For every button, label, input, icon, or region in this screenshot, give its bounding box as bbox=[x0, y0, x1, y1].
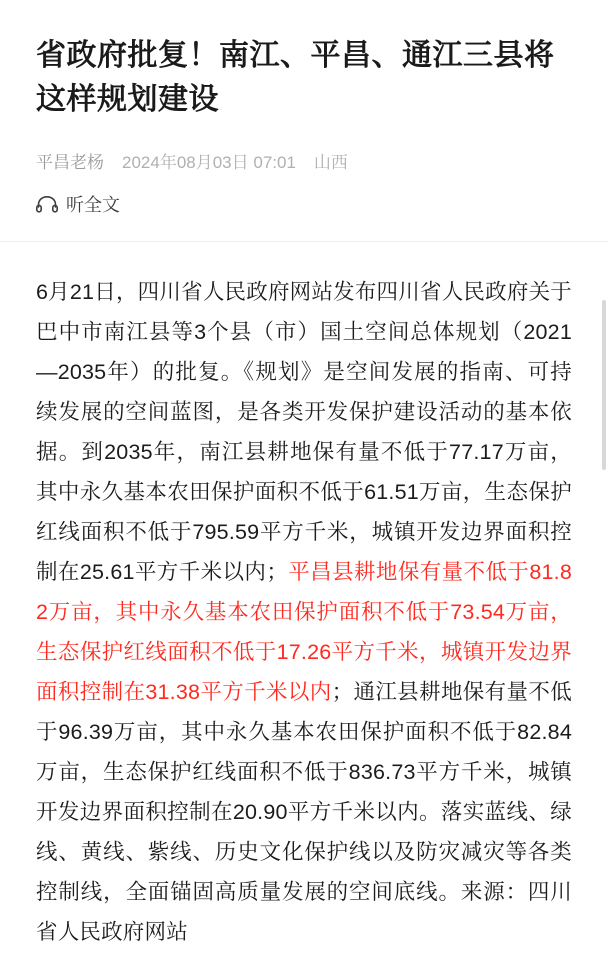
article-meta bbox=[36, 148, 572, 173]
article-body-part-2: ；通江县耕地保有量不低于96.39万亩，其中永久基本农田保护面积不低于82.84万亩，生态保护红线面积不低于836.73平方千米，城镇开发边界面积控制在20.90平方千米以内。落实蓝线、绿线、黄线、紫线、历史文化保护线以及防灾减灾等各类控制线，全面锚固高质量发展的空间底线。来源：四川省人民政府网站 bbox=[36, 680, 572, 944]
scrollbar-thumb[interactable] bbox=[602, 300, 606, 470]
headphone-icon bbox=[36, 195, 58, 213]
header-divider bbox=[0, 241, 608, 242]
publish-datetime: 2024年08月03日 07:01 bbox=[122, 153, 296, 172]
article-body-part-1: 6月21日，四川省人民政府网站发布四川省人民政府关于巴中市南江县等3个县（市）国土空间总体规划（2021—2035年）的批复。《规划》是空间发展的指南、可持续发展的空间蓝图，是各类开发保护建设活动的基本依据。到2035年，南江县耕地保有量不低于77.17万亩，其中永久基本农田保护面积不低于61.51万亩，生态保护红线面积不低于795.59平方千米，城镇开发边界面积控制在25.61平方千米以内； bbox=[36, 280, 572, 584]
article-body bbox=[36, 272, 572, 952]
listen-full-text-button[interactable] bbox=[36, 191, 572, 217]
publish-location: 山西 bbox=[313, 153, 348, 172]
article-body-highlight: 平昌县耕地保有量不低于81.82万亩，其中永久基本农田保护面积不低于73.54万亩，生态保护红线面积不低于17.26平方千米，城镇开发边界面积控制在31.38平方千米以内 bbox=[36, 560, 572, 704]
author-name[interactable]: 平昌老杨 bbox=[36, 153, 104, 172]
page-title: 省政府批复！南江、平昌、通江三县将这样规划建设 bbox=[36, 39, 555, 116]
listen-full-text-label: 听全文 bbox=[66, 195, 120, 215]
